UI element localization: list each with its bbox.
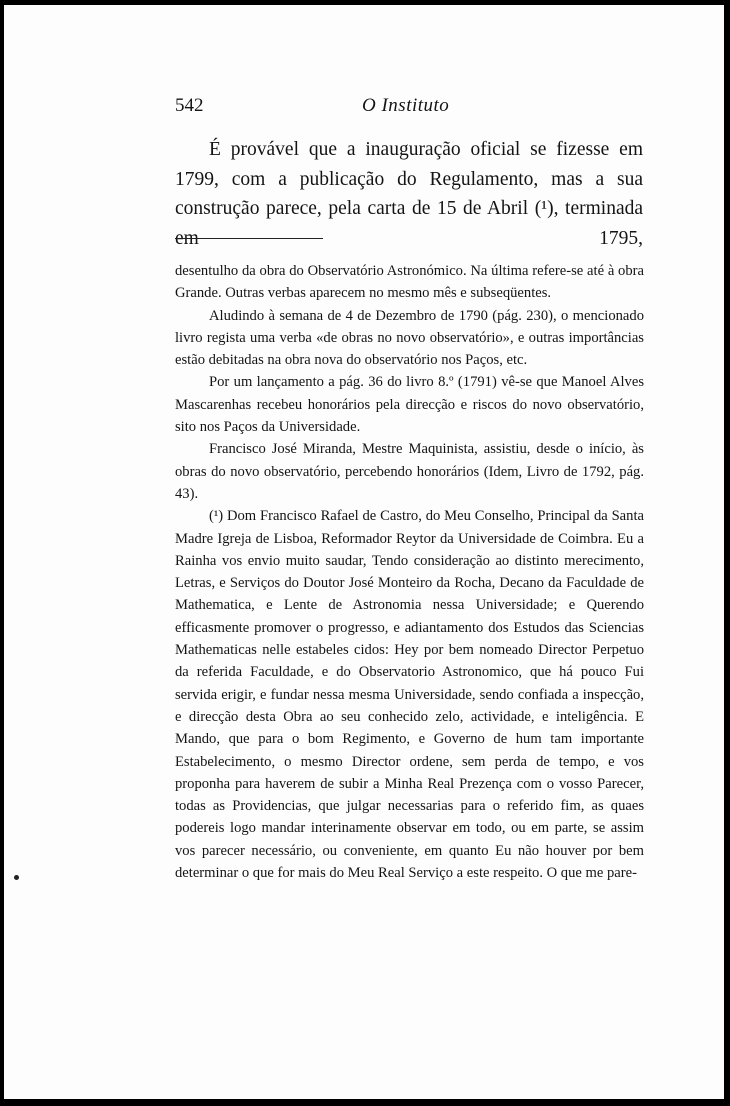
page-number: 542 [175,95,204,116]
footnotes [175,260,644,884]
page-header [175,95,643,121]
main-paragraph: É provável que a inauguração oficial se fizesse em 1799, com a publicação do Regulamento, mas a sua construção parece, pela carta de 15 de Abril (¹), terminada em 1795, [175,139,643,249]
footnote-separator-rule [175,238,323,239]
footnote-paragraph: Francisco José Miranda, Mestre Maquinista, assistiu, desde o início, às obras do novo observatório, percebendo honorários (Idem, Livro de 1792, pág. 43). [175,441,644,502]
footnote-paragraph: Aludindo à semana de 4 de Dezembro de 1790 (pág. 230), o mencionado livro regista uma verba «de obras no novo observatório», e outras importâncias estão debitadas na obra nova do observatório nos Paços, etc. [175,307,644,369]
footnote-paragraph: Por um lançamento a pág. 36 do livro 8.º (1791) vê-se que Manoel Alves Mascarenhas recebeu honorários pela direcção e riscos do novo observatório, sito nos Paços da Universidade. [175,374,644,436]
ink-spot [14,875,19,880]
main-text [175,135,643,253]
footnote-letter-paragraph: (¹) Dom Francisco Rafael de Castro, do Meu Conselho, Principal da Santa Madre Igreja de Lisboa, Reformador Reytor da Universidade de Coimbra. Eu a Rainha vos envio muito saudar, Tendo consideração ao distinto merecimento, Letras, e Serviços do Doutor José Monteiro da Rocha, Decano da Faculdade de Mathematica, e Lente de Astronomia nessa Universidade; e Querendo efficasmente promover o progresso, e adiantamento dos Estudos das Sciencias Mathematicas nelle estabeles cidos: Hey por bem nomeado Director Perpetuo da referida Faculdade, e do Observatorio Astronomico, que há pouco Fui servida erigir, e fundar nessa mesma Universidade, sendo confiada a inspecção, e direcção desta Obra ao seu conhecido zelo, actividade, e inteligência. E Mando, que para o bom Regimento, e Governo de hum tam importante Estabelecimento, o mesmo Director ordene, sem perda de tempo, e vos proponha para haverem de subir a Minha Real Prezença com o vosso Parecer, todas as Providencias, que julgar necessarias para o referido fim, as quaes podereis logo mandar interinamente observar em todo, ou em parte, se assim vos parecer necessário, ou conveniente, em quanto Eu não houver por bem determinar o que for mais do Meu Real Serviço a este respeito. O que me pare- [175,508,644,882]
running-title: O Instituto [362,95,450,116]
footnote-continuation: desentulho da obra do Observatório Astronómico. Na última refere-se até à obra Grande. Outras verbas aparecem no mesmo mês e subseqüentes. [175,263,644,302]
